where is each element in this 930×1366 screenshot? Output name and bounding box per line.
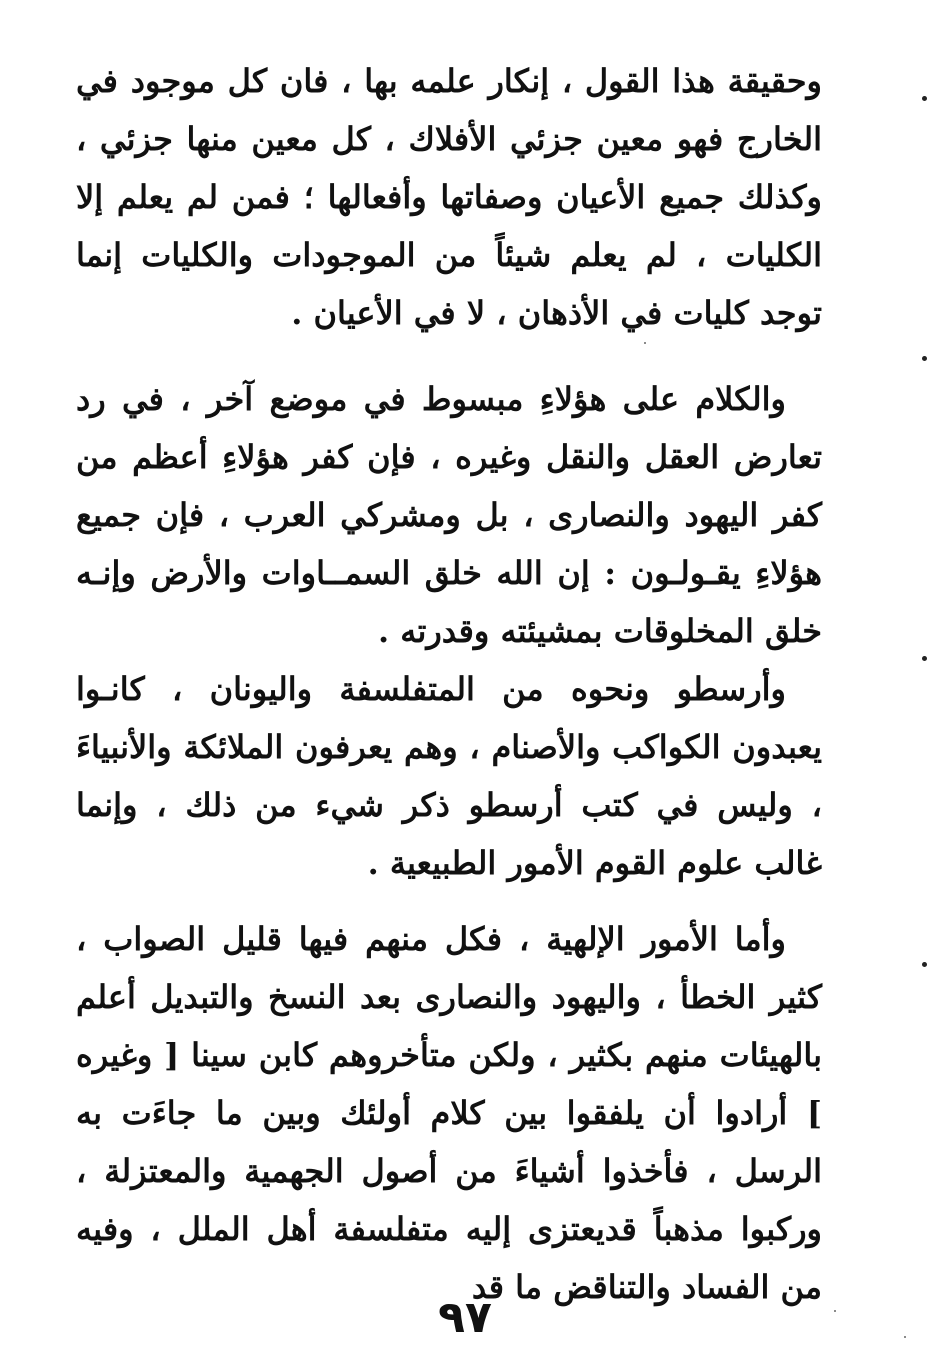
- paragraph: والكلام على هؤلاءِ مبسوط في موضع آخر ، في رد تعارض العقل والنقل وغيره ، فإن كفر هؤلاءِ أعظم من كفر اليهود والنصارى ، بل ومشركي العرب ، فإن جميع هؤلاءِ يقـولـون : إن الله خلق السمــاوات والأرض وإنـه خلق المخلوقات بمشيئته وقدرته .: [76, 380, 822, 650]
- page-number: ٩٧: [438, 1292, 492, 1343]
- margin-mark: [922, 96, 927, 101]
- body-text-block: [76, 660, 822, 892]
- scan-speck: [834, 1310, 836, 1312]
- paragraph: وأما الأمور الإلهية ، فكل منهم فيها قليل الصواب ، كثير الخطأ ، واليهود والنصارى بعد النسخ والتبديل أعلم بالهيئات منهم بكثير ، ولكن متأخروهم كابن سينا [ وغيره ] أرادوا أن يلفقوا بين كلام أولئك وبين ما جاءَت به الرسل ، فأخذوا أشياءَ من أصول الجهمية والمعتزلة ، وركبوا مذهباً قديعتزى إليه متفلسفة أهل الملل ، وفيه من الفساد والتناقض ما قد: [76, 920, 822, 1306]
- scan-speck: [904, 1336, 906, 1338]
- body-text-block: [76, 910, 822, 1316]
- scan-speck: [644, 342, 646, 344]
- paragraph: وحقيقة هذا القول ، إنكار علمه بها ، فان كل موجود في الخارج فهو معين جزئي الأفلاك ، كل معين منها جزئي ، وكذلك جميع الأعيان وصفاتها وأفعالها ؛ فمن لم يعلم إلا الكليات ، لم يعلم شيئاً من الموجودات والكليات إنما توجد كليات في الأذهان ، لا في الأعيان .: [76, 62, 822, 332]
- margin-mark: [922, 356, 927, 361]
- margin-mark: [922, 656, 927, 661]
- body-text-block: [76, 52, 822, 342]
- body-text-block: [76, 370, 822, 660]
- paragraph: وأرسطو ونحوه من المتفلسفة واليونان ، كانـوا يعبدون الكواكب والأصنام ، وهم يعرفون الملائكة والأنبياءَ ، وليس في كتب أرسطو ذكر شيء من ذلك ، وإنما غالب علوم القوم الأمور الطبيعية .: [76, 670, 822, 882]
- margin-mark: [922, 962, 927, 967]
